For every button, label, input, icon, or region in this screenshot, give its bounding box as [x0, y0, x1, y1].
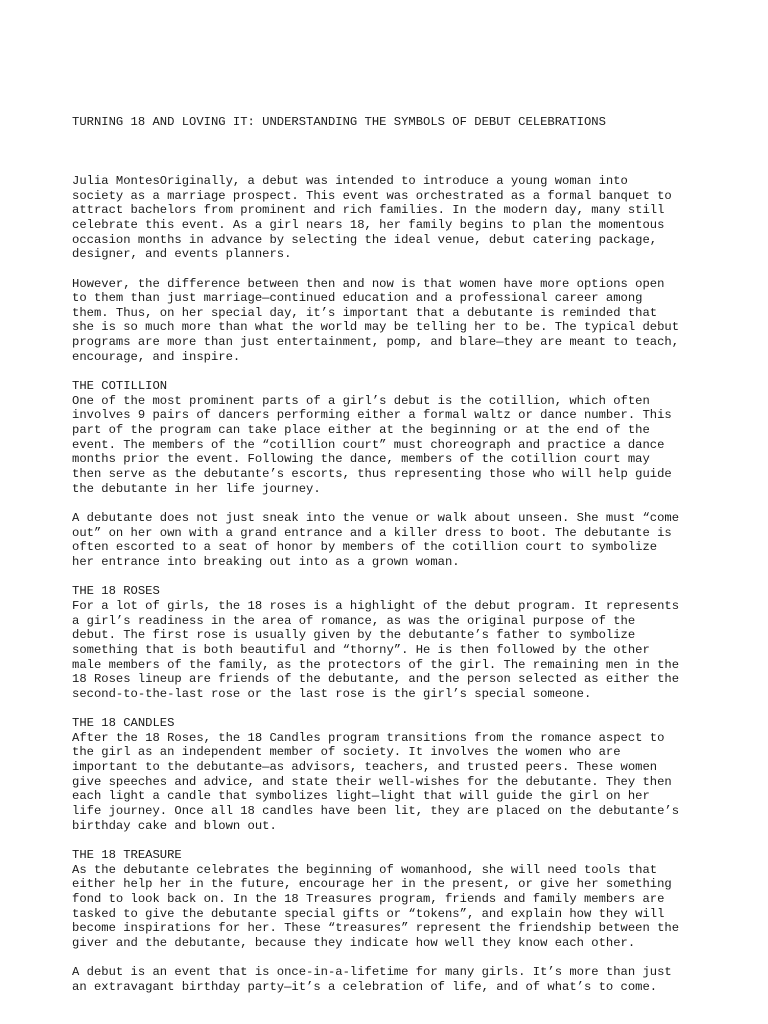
- paragraph-line: her entrance into breaking out into as a grown woman.: [72, 554, 460, 569]
- paragraph-line: society as a marriage prospect. This event was orchestrated as a formal banquet to: [72, 188, 672, 203]
- paragraph-line: programs are more than just entertainment, pomp, and blare—they are meant to teach,: [72, 335, 680, 350]
- paragraph-line: celebrate this event. As a girl nears 18, her family begins to plan the momentous: [72, 217, 665, 232]
- paragraph-line: the debutante in her life journey.: [72, 481, 321, 496]
- document-title-block: [72, 86, 712, 159]
- paragraph-line: male members of the family, as the protectors of the girl. The remaining men in the: [72, 657, 680, 672]
- paragraph-line: either help her in the future, encourage her in the present, or give her something: [72, 877, 672, 892]
- paragraph-line: designer, and events planners.: [72, 247, 292, 262]
- paragraph-line: she is so much more than what the world may be telling her to be. The typical debut: [72, 320, 680, 335]
- document-page: [72, 86, 712, 1009]
- paragraph-line: give speeches and advice, and state their well-wishes for the debutante. They then: [72, 774, 672, 789]
- paragraph-line: fond to look back on. In the 18 Treasures program, friends and family members are: [72, 891, 665, 906]
- paragraph-line: For a lot of girls, the 18 roses is a highlight of the debut program. It represents: [72, 598, 680, 613]
- section-heading: THE 18 ROSES: [72, 584, 160, 599]
- paragraph-line: out” on her own with a grand entrance and a killer dress to boot. The debutante is: [72, 525, 672, 540]
- paragraph-line: However, the difference between then and now is that women have more options open: [72, 276, 665, 291]
- paragraph-line: A debutante does not just sneak into the venue or walk about unseen. She must “come: [72, 510, 680, 525]
- paragraph-line: life journey. Once all 18 candles have been lit, they are placed on the debutante’s: [72, 804, 680, 819]
- paragraph-line: 18 Roses lineup are friends of the debutante, and the person selected as either the: [72, 672, 680, 687]
- paragraph-line: often escorted to a seat of honor by members of the cotillion court to symbolize: [72, 540, 658, 555]
- paragraph-line: months prior the event. Following the dance, members of the cotillion court may: [72, 452, 650, 467]
- paragraph-block: [72, 379, 712, 496]
- paragraph-line: them. Thus, on her special day, it’s important that a debutante is reminded that: [72, 305, 658, 320]
- paragraph-block: [72, 848, 712, 951]
- paragraph-line: occasion months in advance by selecting the ideal venue, debut catering package,: [72, 232, 658, 247]
- paragraph-line: encourage, and inspire.: [72, 349, 241, 364]
- paragraph-block: [72, 174, 712, 262]
- section-heading: THE 18 TREASURE: [72, 848, 182, 863]
- paragraph-block: [72, 584, 712, 701]
- paragraph-line: a girl’s readiness in the area of romance, as was the original purpose of the: [72, 613, 636, 628]
- paragraph-line: an extravagant birthday party—it’s a celebration of life, and of what’s to come.: [72, 979, 658, 994]
- paragraph-line: something that is both beautiful and “thorny”. He is then followed by the other: [72, 642, 650, 657]
- paragraph-line: After the 18 Roses, the 18 Candles program transitions from the romance aspect to: [72, 730, 665, 745]
- section-heading: THE 18 CANDLES: [72, 716, 175, 731]
- paragraph-line: involves 9 pairs of dancers performing either a formal waltz or dance number. This: [72, 408, 672, 423]
- paragraph-line: One of the most prominent parts of a girl’s debut is the cotillion, which often: [72, 393, 650, 408]
- paragraph-block: [72, 511, 712, 570]
- paragraph-line: become inspirations for her. These “treasures” represent the friendship between the: [72, 921, 680, 936]
- document-title: TURNING 18 AND LOVING IT: UNDERSTANDING THE SYMBOLS OF DEBUT CELEBRATIONS: [72, 115, 606, 130]
- paragraph-line: Julia MontesOriginally, a debut was intended to introduce a young woman into: [72, 173, 628, 188]
- paragraph-line: then serve as the debutante’s escorts, thus representing those who will help guide: [72, 467, 672, 482]
- paragraph-line: giver and the debutante, because they indicate how well they know each other.: [72, 935, 636, 950]
- paragraph-line: part of the program can take place either at the beginning or at the end of the: [72, 423, 650, 438]
- paragraph-block: [72, 277, 712, 365]
- paragraph-line: each light a candle that symbolizes light—light that will guide the girl on her: [72, 789, 650, 804]
- paragraph-line: to them than just marriage—continued education and a professional career among: [72, 291, 643, 306]
- paragraph-line: the girl as an independent member of society. It involves the women who are: [72, 745, 621, 760]
- paragraph-line: birthday cake and blown out.: [72, 818, 277, 833]
- paragraph-line: debut. The first rose is usually given by the debutante’s father to symbolize: [72, 628, 636, 643]
- document-body: [72, 174, 712, 995]
- paragraph-line: A debut is an event that is once-in-a-lifetime for many girls. It’s more than just: [72, 965, 672, 980]
- paragraph-line: tasked to give the debutante special gifts or “tokens”, and explain how they will: [72, 906, 665, 921]
- section-heading: THE COTILLION: [72, 379, 168, 394]
- paragraph-line: attract bachelors from prominent and rich families. In the modern day, many still: [72, 203, 665, 218]
- paragraph-line: second-to-the-last rose or the last rose is the girl’s special someone.: [72, 686, 592, 701]
- paragraph-block: [72, 716, 712, 833]
- paragraph-block: [72, 965, 712, 994]
- paragraph-line: As the debutante celebrates the beginning of womanhood, she will need tools that: [72, 862, 658, 877]
- paragraph-line: important to the debutante—as advisors, teachers, and trusted peers. These women: [72, 760, 658, 775]
- paragraph-line: event. The members of the “cotillion court” must choreograph and practice a dance: [72, 437, 665, 452]
